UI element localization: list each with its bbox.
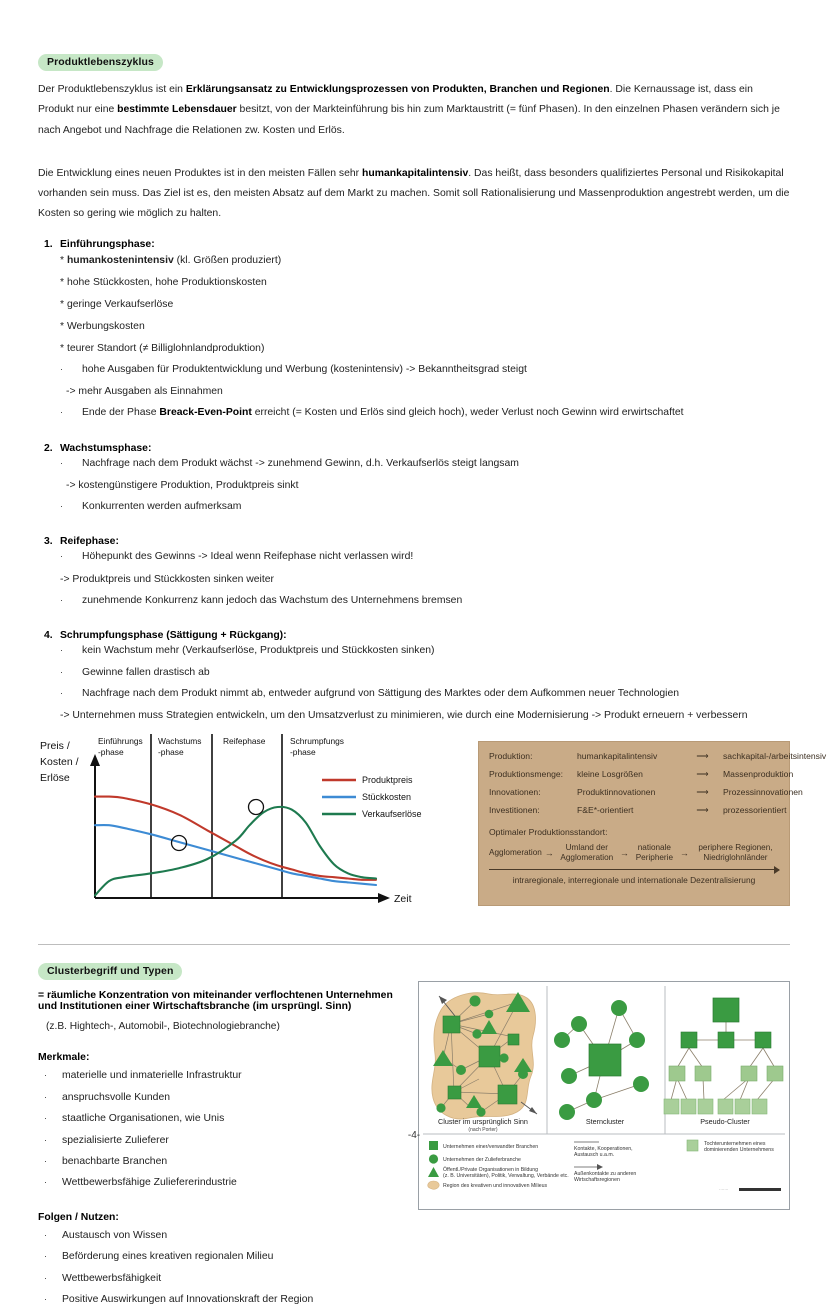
cluster-definition: = räumliche Konzentration von miteinander verflochtenen Unternehmen und Institutionen einer Wirtschaftsbranche (im ursprüngl. Sinn) (38, 990, 393, 1013)
svg-text:Schrumpfungs: Schrumpfungs (290, 736, 344, 747)
list-item (38, 1178, 408, 1188)
row-label: Investitionen: (489, 805, 540, 816)
figure-row-lifecycle (38, 732, 827, 922)
list-item (38, 502, 790, 512)
svg-text:(nach Porter): (nach Porter) (468, 1127, 498, 1134)
list-item-text: Positive Auswirkungen auf Innovationskraft der Region (62, 1294, 314, 1305)
bullet-icon: · (44, 1070, 47, 1081)
intro-p1-part-c: . Die Kernaussage ist, dass ein Produkt nur eine (38, 84, 753, 116)
arrow-icon: → (619, 847, 629, 858)
row-label: Produktionsmenge: (489, 769, 564, 780)
list-item (38, 596, 790, 606)
arrow-icon: → (679, 847, 689, 858)
list-item-text: hohe Stückkosten, hohe Produktionskosten (66, 276, 267, 288)
list-item (38, 480, 790, 491)
list-item-text: spezialisierte Zulieferer (62, 1134, 169, 1146)
list-item-text: -> kostengünstigere Produktion, Produktpreis sinkt (66, 479, 299, 491)
intro-p1-part-a: Der Produktlebenszyklus ist ein (38, 84, 186, 95)
list-item-text: Wettbewerbsfähige Zuliefererindustrie (62, 1177, 237, 1189)
bullet-icon: · (60, 645, 63, 656)
row-to: sachkapital-/arbeitsintensiv (723, 751, 827, 762)
phase-title-2 (38, 443, 790, 454)
list-item (38, 552, 790, 562)
svg-text:Preis /: Preis / (40, 740, 70, 753)
legend-label: Verkaufserlöse (362, 809, 422, 820)
svg-text:Reifephase: Reifephase (223, 736, 266, 747)
bullet-icon: · (60, 594, 63, 605)
list-item (38, 459, 790, 469)
list-item-text: -> Produktpreis und Stückkosten sinken weiter (60, 573, 274, 585)
list-item (38, 386, 790, 397)
svg-text:·······: ······· (719, 1187, 729, 1193)
list-item-text: benachbarte Branchen (62, 1155, 168, 1167)
bullet-icon: · (60, 457, 63, 468)
bullet-icon: · (44, 1177, 47, 1188)
legend-label: Produktpreis (362, 775, 413, 786)
list-item-text: erreicht (= Kosten und Erlös sind gleich hoch), weder Verlust noch Gewinn wird erwirtschaftet (251, 407, 684, 419)
section-heading-chip: Produktlebenszyklus (38, 54, 163, 71)
table-row (489, 769, 794, 780)
svg-text:Außenkontakte zu anderen: Außenkontakte zu anderen (574, 1171, 637, 1178)
cluster-examples: (z.B. Hightech-, Automobil-, Biotechnologiebranche) (46, 1021, 280, 1033)
phase-number-3: 3. (44, 536, 53, 548)
intro-p1-bold-b: Erklärungsansatz zu Entwicklungsprozessen von Produkten, Branchen und Regionen (185, 84, 610, 95)
table-row (489, 751, 827, 762)
arrow-icon: ⟶ (696, 751, 708, 762)
row-to: Massenproduktion (723, 769, 794, 780)
list-item-text: Beförderung eines kreativen regionalen Milieu (62, 1251, 274, 1263)
phase-title-4 (38, 630, 790, 641)
bullet-icon: · (44, 1229, 47, 1240)
section2-left-column (38, 990, 408, 1305)
svg-text:dominierenden Unternehmens: dominierenden Unternehmens (704, 1147, 774, 1154)
list-item-text: Nachfrage nach dem Produkt wächst -> zunehmend Gewinn, d.h. Verkaufserlös steigt langsam (82, 457, 519, 469)
phase-label-3: Reifephase: (60, 536, 119, 548)
svg-text:Tochterunternehmen eines: Tochterunternehmen eines (704, 1141, 766, 1148)
list-item-text: -> Unternehmen muss Strategien entwickeln, um den Umsatzverlust zu minimieren, wie durch eine Modernisierung -> Produkt erneuern + verbessern (60, 710, 748, 722)
list-item: * humankostenintensiv (kl. Größen produziert) (60, 254, 282, 266)
intro-paragraph-1 (38, 80, 790, 141)
list-item-text: kein Wachstum mehr (Verkaufserlöse, Produktpreis und Stückkosten sinken) (82, 645, 435, 657)
list-item (38, 1274, 408, 1284)
intro-p2-part-c: . Das heißt, dass besonders qualifiziertes Personal und Risikokapital vorhanden sein muss. Das Ziel ist es, den meisten Absatz auf dem Markt zu machen. Somit soll Rationalisierung und Massenproduktion angestrebt werden, um die Kosten so gering wie möglich zu halten. (38, 167, 790, 220)
intro-p2-bold-b: humankapitalintensiv (362, 167, 469, 179)
merkmale-heading: Merkmale: (38, 1052, 90, 1064)
bullet-icon: · (60, 407, 63, 418)
svg-text:Einführungs: Einführungs (98, 736, 143, 747)
bullet-icon: · (60, 666, 63, 677)
list-item-text: anspruchsvolle Kunden (62, 1091, 171, 1103)
svg-text:Kontakte, Kooperationen,: Kontakte, Kooperationen, (574, 1146, 633, 1153)
row-label: Innovationen: (489, 787, 541, 798)
phase-block-2 (38, 443, 790, 513)
svg-text:Unternehmen der Zulieferbranch: Unternehmen der Zulieferbranche (443, 1157, 521, 1164)
list-item-text: teurer Standort (≠ Billiglohnlandproduktion) (66, 342, 265, 354)
list-item (38, 668, 790, 678)
bullet-icon: · (44, 1113, 47, 1124)
decentralisation-arrow (489, 869, 779, 870)
product-lifecycle-chart (38, 732, 438, 922)
arrow-icon: ⟶ (696, 787, 708, 798)
list-item-text-pre: Ende der Phase (82, 407, 160, 419)
phase-block-3 (38, 536, 790, 606)
phase-label-2: Wachstumsphase: (60, 442, 152, 454)
folgen-heading: Folgen / Nutzen: (38, 1211, 119, 1223)
list-item (38, 408, 790, 418)
cluster-types-figure (418, 981, 790, 1210)
chain-node: nationale Peripherie (635, 843, 674, 862)
list-item (38, 365, 790, 375)
list-item (38, 1071, 408, 1081)
phase-label-4: Schrumpfungsphase (Sättigung + Rückgang): (60, 630, 287, 642)
phase-label-1: Einführungsphase: (60, 238, 155, 250)
row-from: humankapitalintensiv (577, 751, 658, 762)
svg-text:Cluster im ursprünglich Sinn: Cluster im ursprünglich Sinn (438, 1117, 528, 1127)
svg-text:Kosten /: Kosten / (40, 756, 79, 769)
row-from: F&E*-orientiert (577, 805, 634, 816)
list-item-text: zunehmende Konkurrenz kann jedoch das Wachstum des Unternehmens bremsen (82, 594, 463, 606)
svg-text:Unternehmen einer/verwandter B: Unternehmen einer/verwandter Branchen (443, 1144, 539, 1151)
intro-p1-bold-d: bestimmte Lebensdauer (117, 104, 237, 116)
list-item (38, 689, 790, 699)
list-item-text: hohe Ausgaben für Produktentwicklung und Werbung (kostenintensiv) -> Bekanntheitsgrad steigt (82, 363, 527, 375)
list-item-text: Höhepunkt des Gewinns -> Ideal wenn Reifephase nicht verlassen wird! (82, 551, 414, 563)
legend-label: Stückkosten (362, 792, 412, 803)
row-label: Produktion: (489, 751, 533, 762)
svg-text:-phase: -phase (98, 747, 124, 758)
bullet-icon: · (44, 1091, 47, 1102)
intro-p1-part-e: besitzt, von der Markteinführung bis hin zum Marktaustritt (= fünf Phasen). In den einzelnen Phasen verändern sich je nach Angebot und Nachfrage die Relationen zw. Kosten und Erlös. (38, 104, 780, 136)
bullet-icon: · (44, 1272, 47, 1283)
list-item (38, 1157, 408, 1167)
phase-number-1: 1. (44, 238, 53, 250)
svg-text:Wachstums: Wachstums (158, 736, 202, 747)
list-item (38, 1252, 408, 1262)
list-item (38, 1093, 408, 1103)
bullet-icon: · (44, 1294, 47, 1304)
list-item (38, 710, 790, 721)
bullet-icon: · (44, 1134, 47, 1145)
list-item-text: Austausch von Wissen (62, 1229, 168, 1241)
phase-title-1 (38, 239, 790, 250)
list-item: * geringe Verkaufserlöse (60, 298, 174, 310)
row-from: kleine Losgrößen (577, 769, 643, 780)
chain-node: Agglomeration (489, 848, 542, 858)
arrow-icon: → (544, 847, 554, 858)
row-from: Produktinnovationen (577, 787, 656, 798)
list-item (38, 574, 790, 585)
list-item (38, 1295, 408, 1305)
svg-text:Pseudo-Cluster: Pseudo-Cluster (700, 1117, 750, 1127)
section2-heading-chip: Clusterbegriff und Typen (38, 963, 182, 980)
decentralisation-caption: intraregionale, interregionale und internationale Dezentralisierung (512, 875, 756, 886)
list-item-text: Nachfrage nach dem Produkt nimmt ab, entweder aufgrund von Sättigung des Marktes oder dem Aufkommen neuer Technologien (82, 687, 680, 699)
section-produktlebenszyklus (38, 52, 827, 945)
svg-text:-phase: -phase (158, 747, 184, 758)
arrow-icon: ⟶ (696, 769, 708, 780)
svg-text:Sterncluster: Sterncluster (585, 1117, 625, 1127)
list-item-text: materielle und inmaterielle Infrastruktur (62, 1070, 242, 1082)
svg-text:Austausch u.a.m.: Austausch u.a.m. (574, 1152, 615, 1159)
svg-text:(z. B. Universitäten), Politik: (z. B. Universitäten), Politik, Verwaltung, Verbände etc. (443, 1173, 569, 1180)
arrow-icon: ⟶ (696, 805, 708, 816)
svg-text:-phase: -phase (290, 747, 316, 758)
list-item: * teurer Standort (≠ Billiglohnlandproduktion) (60, 342, 265, 354)
section-divider (38, 944, 790, 945)
optimal-location-title: Optimaler Produktionsstandort: (489, 827, 608, 838)
svg-text:Zeit: Zeit (394, 893, 412, 906)
bullet-icon: · (60, 363, 63, 374)
page-number: -4- (407, 1130, 421, 1141)
svg-text:Öffentl./Private Organisatione: Öffentl./Private Organisationen in Bildung (443, 1167, 539, 1174)
list-item: * hohe Stückkosten, hohe Produktionskosten (60, 276, 267, 288)
list-item-text: staatliche Organisationen, wie Unis (62, 1113, 225, 1125)
svg-text:Region des kreativen und innov: Region des kreativen und innovativen Milieus (443, 1183, 548, 1190)
chain-node: Umland der Agglomeration (560, 843, 614, 862)
list-item-text: Gewinne fallen drastisch ab (82, 666, 210, 678)
chain-node: periphere Regionen, Niedriglohnländer (698, 843, 773, 862)
intro-paragraph-2 (38, 164, 790, 225)
list-item (38, 1114, 408, 1124)
chart-series-line (95, 797, 376, 880)
list-item-text: (kl. Größen produziert) (173, 254, 282, 266)
phase-title-3 (38, 536, 790, 547)
bullet-icon: · (60, 687, 63, 698)
list-item-text: Konkurrenten werden aufmerksam (82, 500, 242, 512)
list-item (38, 646, 790, 656)
phase-block-1 (38, 239, 790, 419)
list-item-text: Wettbewerbsfähigkeit (62, 1272, 162, 1284)
bullet-icon: · (44, 1251, 47, 1262)
phase-number-2: 2. (44, 442, 53, 454)
svg-text:Wirtschaftsregionen: Wirtschaftsregionen (574, 1177, 620, 1184)
phase-block-4 (38, 630, 790, 721)
table-row (489, 805, 787, 816)
list-item-bold: humankostenintensiv (66, 254, 174, 266)
row-to: Prozessinnovationen (723, 787, 803, 798)
list-item: * Werbungskosten (60, 320, 145, 332)
production-phases-table (478, 741, 827, 906)
row-to: prozessorientiert (723, 805, 787, 816)
table-row (489, 787, 803, 798)
phase-number-4: 4. (44, 630, 53, 642)
bullet-icon: · (60, 551, 63, 562)
location-chain (489, 843, 779, 862)
list-item (38, 1231, 408, 1241)
bullet-icon: · (60, 500, 63, 511)
list-item-bold: Breack-Even-Point (159, 407, 252, 419)
bullet-icon: · (44, 1155, 47, 1166)
list-item-text: -> mehr Ausgaben als Einnahmen (66, 386, 223, 398)
svg-text:Erlöse: Erlöse (40, 772, 70, 785)
list-item-text: Werbungskosten (66, 320, 145, 332)
intro-p2-part-a: Die Entwicklung eines neuen Produktes ist in den meisten Fällen sehr (38, 167, 363, 179)
list-item-text: geringe Verkaufserlöse (66, 298, 174, 310)
